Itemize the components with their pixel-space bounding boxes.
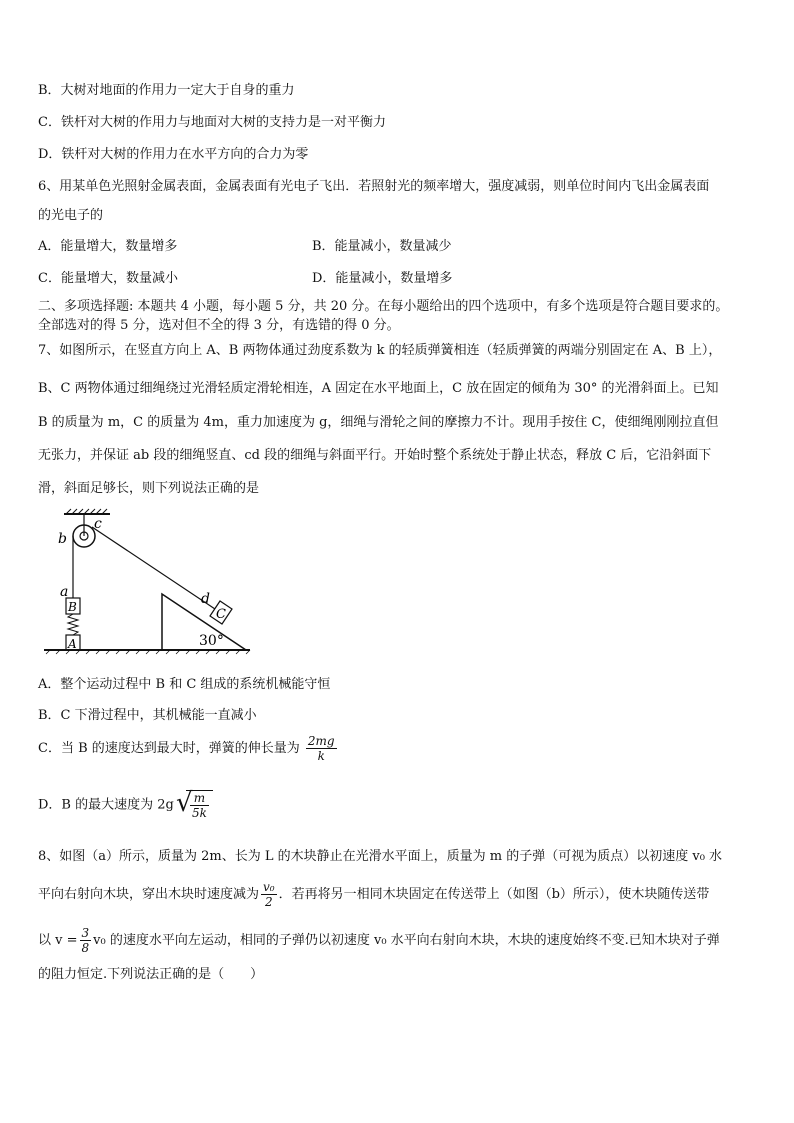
fraction-denominator: k xyxy=(317,749,325,763)
section2-instructions-line1: 二、多项选择题: 本题共 4 小题，每小题 5 分，共 20 分。在每小题给出的四个选项中，有多个选项是符合题目要求的。 xyxy=(38,299,729,314)
q7-stem-line2: B、C 两物体通过细绳绕过光滑轻质定滑轮相连，A 固定在水平地面上，C 放在固定的倾角为 30° 的光滑斜面上。已知 xyxy=(38,381,719,396)
sqrt-icon xyxy=(178,790,213,820)
q7-option-d xyxy=(38,790,768,820)
q6-option-c: C．能量增大，数量减小 xyxy=(38,271,178,286)
fraction-denominator: 8 xyxy=(81,941,90,955)
q7-stem-line5: 滑，斜面足够长，则下列说法正确的是 xyxy=(38,481,260,496)
label-b: b xyxy=(58,531,67,547)
q8-stem-line1: 8、如图（a）所示，质量为 2m、长为 L 的木块静止在光滑水平面上，质量为 m 的子弹（可视为质点）以初速度 v₀ 水 xyxy=(38,849,723,864)
q7-option-c-fraction xyxy=(306,734,337,763)
q8-line3-text-a: 以 v = xyxy=(38,933,78,948)
block-c-label: C xyxy=(216,607,226,622)
q8-stem-line3 xyxy=(38,926,768,955)
q7-option-b: B．C 下滑过程中，其机械能一直减小 xyxy=(38,708,257,723)
block-a-label: A xyxy=(68,637,77,651)
fraction-numerator: 2mg xyxy=(307,734,335,748)
q7-option-d-fraction xyxy=(190,791,209,820)
q6-option-d: D．能量减小，数量增多 xyxy=(312,271,453,286)
q7-option-c-text: C．当 B 的速度达到最大时，弹簧的伸长量为 xyxy=(38,741,300,756)
fraction-denominator: 2 xyxy=(264,895,273,909)
q7-stem-line3: B 的质量为 m，C 的质量为 4m，重力加速度为 g，细绳与滑轮之间的摩擦力不计。现用手按住 C，使细绳刚刚拉直但 xyxy=(38,415,719,430)
q5-option-c: C．铁杆对大树的作用力与地面对大树的支持力是一对平衡力 xyxy=(38,115,386,130)
q8-stem-line2 xyxy=(38,880,768,909)
q6-stem-line1: 6、用某单色光照射金属表面，金属表面有光电子飞出．若照射光的频率增大，强度减弱，则单位时间内飞出金属表面 xyxy=(38,179,710,194)
q6-option-a: A．能量增大，数量增多 xyxy=(38,239,178,254)
q8-line3-fraction xyxy=(80,926,92,955)
angle-label: 30° xyxy=(199,633,224,649)
section2-instructions-line2: 全部选对的得 5 分，选对但不全的得 3 分，有选错的得 0 分。 xyxy=(38,318,400,333)
q7-option-d-text: D．B 的最大速度为 2g xyxy=(38,797,174,813)
q8-line2-fraction xyxy=(261,880,277,909)
q6-stem-line2: 的光电子的 xyxy=(38,208,104,223)
q8-line2-text-b: ．若再将另一相同木块固定在传送带上（如图（b）所示），使木块随传送带 xyxy=(278,887,710,902)
label-c: c xyxy=(94,516,102,532)
q5-option-d: D．铁杆对大树的作用力在水平方向的合力为零 xyxy=(38,147,309,162)
q7-option-c xyxy=(38,734,768,763)
q7-stem-line1: 7、如图所示，在竖直方向上 A、B 两物体通过劲度系数为 k 的轻质弹簧相连（轻质弹簧的两端分别固定在 A、B 上）， xyxy=(38,343,722,358)
q8-stem-line4: 的阻力恒定.下列说法正确的是（ ） xyxy=(38,967,264,982)
fraction-numerator: 3 xyxy=(81,926,90,940)
q7-figure-pulley-incline xyxy=(40,508,260,658)
fraction-numerator: v₀ xyxy=(263,880,275,894)
q5-option-b: B．大树对地面的作用力一定大于自身的重力 xyxy=(38,83,295,98)
q8-line2-text-a: 平向右射向木块，穿出木块时速度减为 xyxy=(38,887,260,902)
fraction-numerator: √ m xyxy=(190,791,209,806)
q8-line3-text-b: v₀ 的速度水平向左运动，相同的子弹仍以初速度 v₀ 水平向右射向木块，木块的速度始终不变.已知木块对子弹 xyxy=(93,933,720,948)
q7-option-a: A．整个运动过程中 B 和 C 组成的系统机械能守恒 xyxy=(38,677,331,692)
block-b-label: B xyxy=(68,600,77,614)
fraction-denominator: 5k xyxy=(191,806,207,820)
label-d: d xyxy=(201,591,210,607)
q6-option-b: B．能量减小，数量减少 xyxy=(312,239,452,254)
q7-stem-line4: 无张力，并保证 ab 段的细绳竖直、cd 段的细绳与斜面平行。开始时整个系统处于静止状态，释放 C 后，它沿斜面下 xyxy=(38,448,712,463)
label-a: a xyxy=(60,584,69,600)
